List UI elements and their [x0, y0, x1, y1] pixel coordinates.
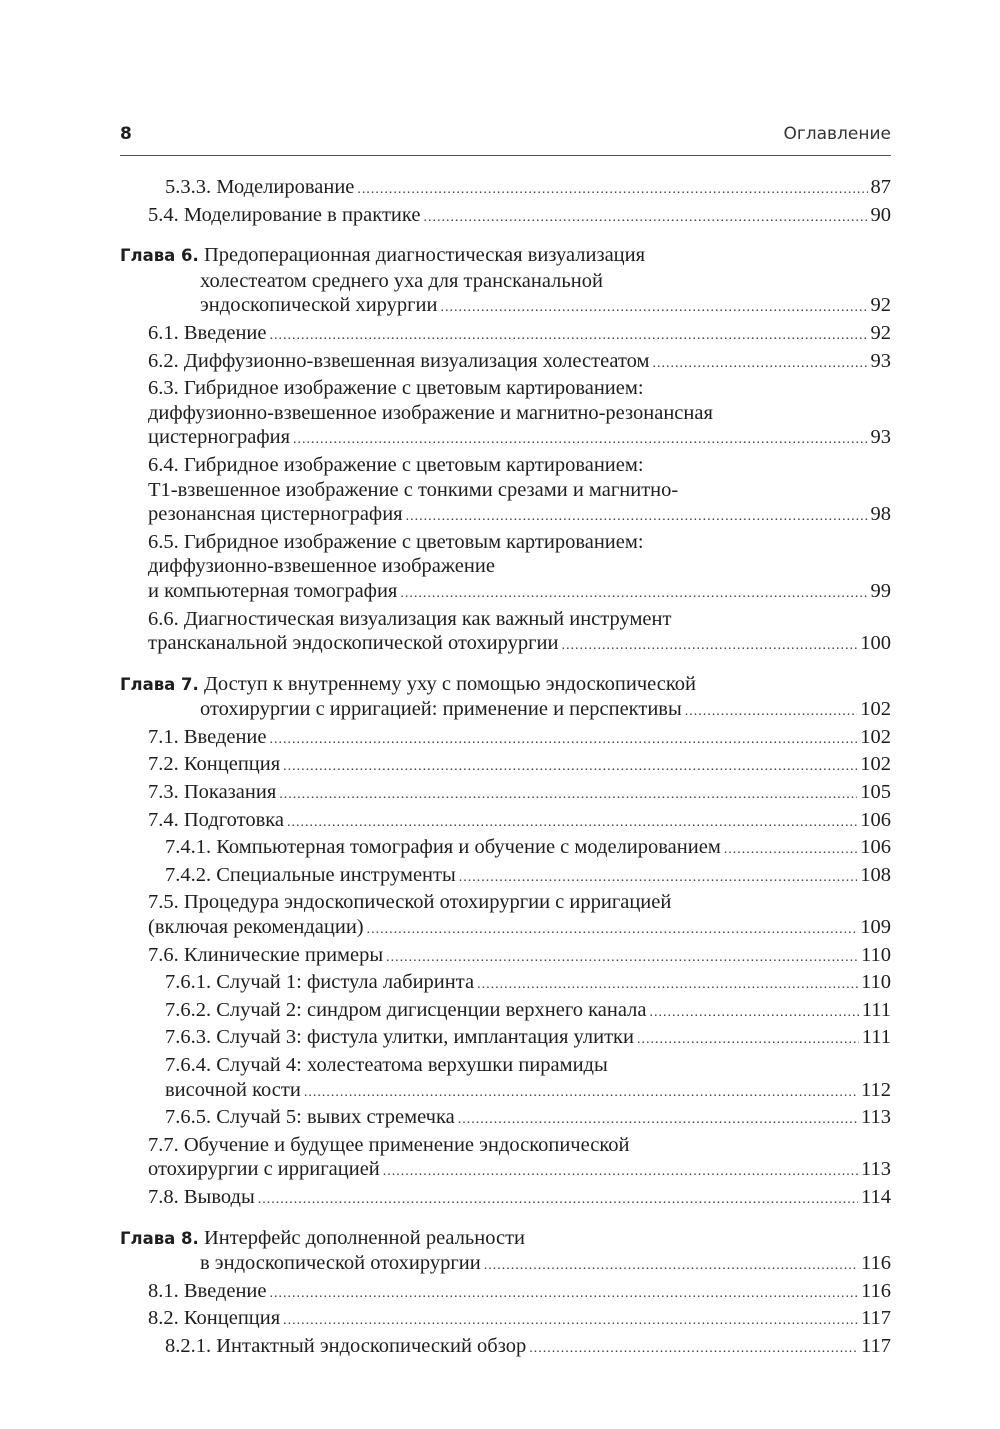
toc-entry[interactable]: 7.1. Введение ..... 102: [120, 725, 891, 753]
toc-page-number: 111: [861, 998, 891, 1021]
toc-page-number: 106: [860, 808, 891, 831]
dot-leader: [270, 324, 868, 349]
dot-leader: [357, 178, 867, 203]
toc-entry[interactable]: 6.4. Гибридное изображение с цветовым картированием: Т1-взвешенное изображение с тонкими срезами и магнитно- резонансная цистернография ..... 98: [120, 453, 891, 530]
toc-entry[interactable]: 7.3. Показания ..... 105: [120, 780, 891, 808]
table-of-contents: [120, 175, 891, 1362]
toc-entry[interactable]: 5.4. Моделирование в практике ..... 90: [120, 203, 891, 231]
dot-leader: [724, 838, 857, 863]
toc-entry[interactable]: 7.4.1. Компьютерная томография и обучение с моделированием ..... 106: [120, 835, 891, 863]
toc-page-number: 117: [861, 1307, 891, 1330]
toc-entry[interactable]: 7.4. Подготовка ..... 106: [120, 808, 891, 836]
dot-leader: [441, 296, 868, 321]
toc-page-number: 92: [870, 294, 891, 317]
dot-leader: [406, 505, 868, 530]
toc-page-number: 113: [861, 1158, 891, 1181]
toc-entry[interactable]: 8.2.1. Интактный эндоскопический обзор ..... 117: [120, 1334, 891, 1362]
toc-page-number: 102: [860, 753, 891, 776]
toc-entry[interactable]: 8.1. Введение ..... 116: [120, 1279, 891, 1307]
toc-page-number: 116: [861, 1252, 891, 1275]
toc-page-number: 93: [870, 349, 891, 372]
chapter-heading[interactable]: Глава 7. Доступ к внутреннему уху с помощью эндоскопической отохирургии с ирригацией: применение и перспективы ..... 102: [120, 672, 891, 725]
toc-page-number: 87: [870, 176, 891, 198]
dot-leader: [529, 1337, 858, 1362]
toc-entry[interactable]: 7.4.2. Специальные инструменты ..... 108: [120, 863, 891, 891]
dot-leader: [367, 918, 858, 943]
toc-entry[interactable]: 7.5. Процедура эндоскопической отохирургии с ирригацией (включая рекомендации) ..... 109: [120, 890, 891, 942]
toc-entry[interactable]: 6.2. Диффузионно-взвешенная визуализация холестеатом ..... 93: [120, 349, 891, 377]
toc-page-number: 108: [860, 863, 891, 886]
toc-page-number: 116: [861, 1279, 891, 1302]
dot-leader: [685, 700, 858, 725]
toc-page-number: 98: [870, 503, 891, 526]
dot-leader: [270, 728, 858, 753]
toc-entry[interactable]: 6.6. Диагностическая визуализация как важный инструмент трансканальной эндоскопической отохирургии ..... 100: [120, 607, 891, 659]
dot-leader: [283, 755, 857, 780]
dot-leader: [400, 582, 867, 607]
toc-entry[interactable]: 6.5. Гибридное изображение с цветовым картированием: диффузионно-взвешенное изображение и компьютерная томография ..... 99: [120, 530, 891, 607]
dot-leader: [279, 783, 857, 808]
dot-leader: [386, 946, 858, 971]
chapter-7: [120, 672, 891, 1213]
toc-entry[interactable]: 7.6.4. Случай 4: холестеатома верхушки пирамиды височной кости ..... 112: [120, 1053, 891, 1105]
toc-page-number: 106: [860, 836, 891, 859]
toc-page-number: 90: [870, 203, 891, 226]
toc-page-number: 117: [861, 1334, 891, 1357]
toc-entry[interactable]: 7.6.2. Случай 2: синдром дигисценции верхнего канала ..... 111: [120, 998, 891, 1026]
toc-page-number: 99: [870, 579, 891, 602]
toc-page-number: 110: [861, 943, 891, 966]
dot-leader: [270, 1282, 858, 1307]
running-title: Оглавление: [783, 124, 891, 144]
page-number: 8: [120, 124, 132, 144]
chapter-label: Глава 6.: [120, 246, 199, 266]
toc-page-number: 100: [860, 632, 891, 655]
chapter-6: [120, 243, 891, 659]
chapter-label: Глава 8.: [120, 1228, 199, 1248]
toc-page-number: 102: [860, 698, 891, 721]
toc-page-number: 92: [870, 321, 891, 344]
dot-leader: [287, 811, 857, 836]
chapter-heading[interactable]: Глава 6. Предоперационная диагностическая визуализация холестеатом среднего уха для трансканальной эндоскопической хирургии ..... 92: [120, 243, 891, 321]
toc-page-number: 110: [861, 971, 891, 994]
toc-page-number: 111: [861, 1026, 891, 1049]
chapter-heading[interactable]: Глава 8. Интерфейс дополненной реальности в эндоскопической отохирургии ..... 116: [120, 1226, 891, 1279]
toc-page-number: 109: [860, 916, 891, 939]
toc-entry[interactable]: 7.7. Обучение и будущее применение эндоскопической отохирургии с ирригацией ..... 113: [120, 1133, 891, 1185]
toc-entry[interactable]: 7.6.1. Случай 1: фистула лабиринта ..... 110: [120, 970, 891, 998]
dot-leader: [304, 1081, 858, 1106]
dot-leader: [258, 1188, 858, 1213]
dot-leader: [477, 973, 858, 998]
toc-entry[interactable]: 7.6.3. Случай 3: фистула улитки, имплантация улитки ..... 111: [120, 1025, 891, 1053]
dot-leader: [383, 1160, 858, 1185]
dot-leader: [293, 428, 867, 453]
dot-leader: [458, 1108, 858, 1133]
toc-page-number: 112: [861, 1078, 891, 1101]
dot-leader: [283, 1309, 858, 1334]
dot-leader: [649, 1001, 858, 1026]
toc-page-number: 114: [861, 1185, 891, 1208]
toc-entry[interactable]: 8.2. Концепция ..... 117: [120, 1306, 891, 1334]
toc-entry[interactable]: 7.8. Выводы ..... 114: [120, 1185, 891, 1213]
toc-entry[interactable]: 7.6.5. Случай 5: вывих стремечка ..... 113: [120, 1105, 891, 1133]
toc-entry[interactable]: 7.6. Клинические примеры ..... 110: [120, 943, 891, 971]
chapter-8: [120, 1226, 891, 1362]
toc-entry[interactable]: 6.3. Гибридное изображение с цветовым картированием: диффузионно-взвешенное изображение и магнитно-резонансная цистернография ..... 93: [120, 376, 891, 453]
header-rule: [120, 155, 891, 156]
toc-page-number: 93: [870, 426, 891, 449]
toc-entry[interactable]: 5.3.3. Моделирование ..... 87: [120, 175, 891, 203]
dot-leader: [561, 634, 857, 659]
dot-leader: [653, 352, 868, 377]
toc-page-number: 113: [861, 1106, 891, 1129]
dot-leader: [484, 1254, 858, 1279]
toc-page-number: 105: [860, 781, 891, 804]
toc-entry[interactable]: 7.2. Концепция ..... 102: [120, 752, 891, 780]
chapter-label: Глава 7.: [120, 674, 199, 694]
toc-page-number: 102: [860, 725, 891, 748]
dot-leader: [423, 206, 867, 231]
dot-leader: [637, 1028, 859, 1053]
toc-entry[interactable]: 6.1. Введение ..... 92: [120, 321, 891, 349]
dot-leader: [459, 866, 858, 891]
page-header: [120, 124, 891, 150]
